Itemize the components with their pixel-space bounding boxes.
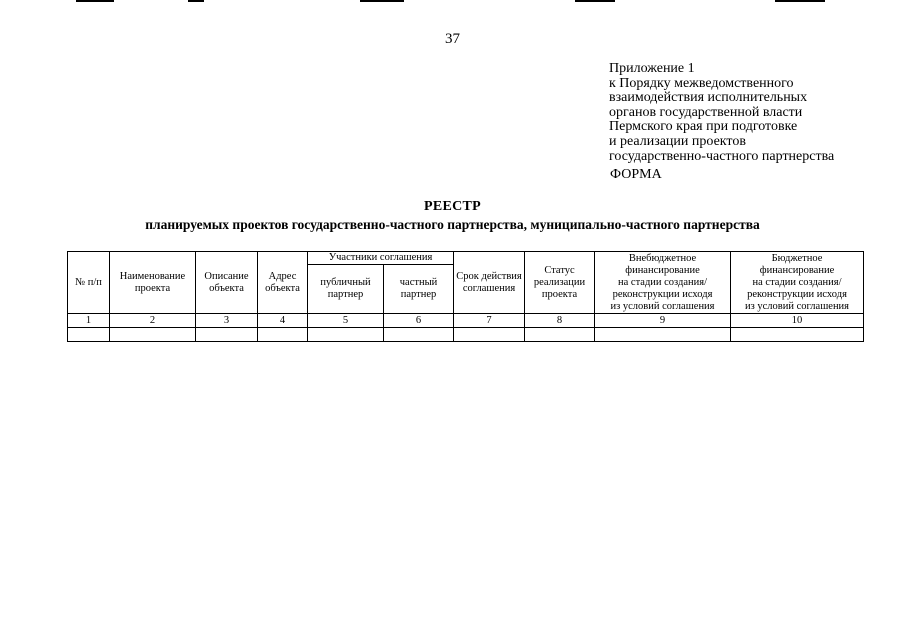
- empty-cell: [308, 328, 384, 342]
- column-number: 9: [595, 314, 731, 328]
- header-line: Бюджетное: [771, 252, 823, 264]
- appendix-line: и реализации проектов: [609, 133, 746, 149]
- column-number: 10: [731, 314, 864, 328]
- column-number: 5: [308, 314, 384, 328]
- column-number: 2: [110, 314, 196, 328]
- header-object-address: Адрес объекта: [258, 252, 308, 314]
- appendix-line: к Порядку межведомственного: [609, 75, 794, 91]
- registry-table: [67, 251, 864, 342]
- header-budgetary-financing: [731, 252, 864, 314]
- header-line: на стадии создания/: [618, 276, 708, 288]
- header-project-name: Наименование проекта: [110, 252, 196, 314]
- appendix-line: Приложение 1: [609, 61, 695, 76]
- empty-cell: [731, 328, 864, 342]
- column-number: 8: [525, 314, 595, 328]
- header-line: реконструкции исходя: [612, 288, 713, 300]
- header-line: реконструкции исходя: [747, 288, 847, 300]
- scan-mark: [76, 0, 114, 2]
- empty-cell: [384, 328, 454, 342]
- scan-mark: [188, 0, 204, 2]
- empty-cell: [196, 328, 258, 342]
- page-number: 37: [445, 31, 460, 47]
- empty-cell: [258, 328, 308, 342]
- header-participants: Участники соглашения: [308, 252, 454, 265]
- scan-mark: [775, 0, 825, 2]
- header-line: на стадии создания/: [752, 276, 842, 288]
- header-number: № п/п: [68, 252, 110, 314]
- header-agreement-term: Срок действия соглашения: [454, 252, 525, 314]
- appendix-line: государственно-частного партнерства: [609, 148, 835, 164]
- document-title: РЕЕСТР: [423, 199, 482, 214]
- column-number: 4: [258, 314, 308, 328]
- scan-mark: [575, 0, 615, 2]
- empty-cell: [68, 328, 110, 342]
- empty-cell: [595, 328, 731, 342]
- appendix-line: взаимодействия исполнительных: [609, 90, 808, 106]
- document-subtitle: планируемых проектов государственно-частного партнерства, муниципально-частного партнерства: [145, 217, 760, 232]
- empty-data-row: [68, 328, 864, 342]
- empty-cell: [454, 328, 525, 342]
- header-line: финансирование: [625, 264, 700, 276]
- form-label: ФОРМА: [610, 167, 662, 182]
- empty-cell: [110, 328, 196, 342]
- appendix-reference: [609, 62, 834, 164]
- column-number: 3: [196, 314, 258, 328]
- header-line: финансирование: [759, 264, 835, 276]
- column-number-row: [68, 314, 864, 328]
- appendix-line: органов государственной власти: [609, 104, 803, 120]
- column-number: 1: [68, 314, 110, 328]
- header-line: из условий соглашения: [745, 300, 850, 312]
- header-object-description: Описание объекта: [196, 252, 258, 314]
- appendix-line: Пермского края при подготовке: [609, 119, 798, 135]
- header-extrabudgetary-financing: [595, 252, 731, 314]
- header-line: Внебюджетное: [628, 252, 697, 264]
- scan-mark: [360, 0, 404, 2]
- header-private-partner: частный партнер: [384, 265, 454, 314]
- header-line: из условий соглашения: [610, 300, 715, 312]
- header-row: [68, 252, 864, 265]
- header-project-status: Статус реализации проекта: [525, 252, 595, 314]
- header-public-partner: публичный партнер: [308, 265, 384, 314]
- empty-cell: [525, 328, 595, 342]
- column-number: 6: [384, 314, 454, 328]
- column-number: 7: [454, 314, 525, 328]
